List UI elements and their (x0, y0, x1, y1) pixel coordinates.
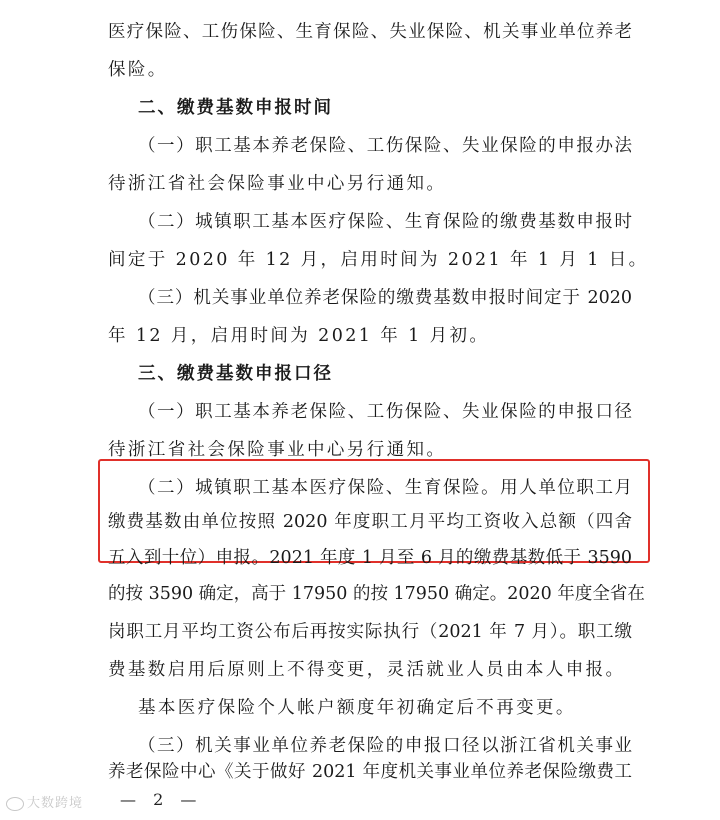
text-line-1: 医疗保险、工伤保险、生育保险、失业保险、机关事业单位养老 (108, 22, 632, 42)
text-line-16: 的按 3590 确定，高于 17950 的按 17950 确定。2020 年度全省在 (108, 584, 645, 604)
text-line-6: （二）城镇职工基本医疗保险、生育保险的缴费基数申报时 (138, 212, 632, 232)
section-heading-3: 三、缴费基数申报口径 (138, 364, 333, 384)
text-line-5: 待浙江省社会保险事业中心另行通知。 (108, 174, 447, 194)
text-line-21: 养老保险中心《关于做好 2021 年度机关事业单位养老保险缴费工 (108, 762, 632, 782)
text-line-4: （一）职工基本养老保险、工伤保险、失业保险的申报办法 (138, 136, 632, 156)
watermark (6, 792, 83, 811)
text-line-15: 五入到十位）申报。2021 年度 1 月至 6 月的缴费基数低于 3590 (108, 548, 632, 568)
text-line-17: 岗职工月平均工资公布后再按实际执行（2021 年 7 月）。职工缴 (108, 622, 632, 642)
text-line-14: 缴费基数由单位按照 2020 年度职工月平均工资收入总额（四舍 (108, 512, 632, 532)
text-line-2: 保险。 (108, 60, 168, 80)
text-line-12: 待浙江省社会保险事业中心另行通知。 (108, 440, 447, 460)
text-line-19: 基本医疗保险个人帐户额度年初确定后不再变更。 (138, 698, 576, 718)
text-line-8: （三）机关事业单位养老保险的缴费基数申报时间定于 2020 (138, 288, 632, 308)
text-line-18: 费基数启用后原则上不得变更，灵活就业人员由本人申报。 (108, 660, 626, 680)
text-line-20: （三）机关事业单位养老保险的申报口径以浙江省机关事业 (138, 736, 632, 756)
section-heading-2: 二、缴费基数申报时间 (138, 98, 333, 118)
text-line-9: 年 12 月，启用时间为 2021 年 1 月初。 (108, 326, 490, 346)
page-number: — 2 — (120, 790, 203, 809)
text-line-7: 间定于 2020 年 12 月，启用时间为 2021 年 1 月 1 日。 (108, 250, 649, 270)
watermark-logo-icon (6, 797, 24, 811)
text-line-13: （二）城镇职工基本医疗保险、生育保险。用人单位职工月 (138, 478, 632, 498)
text-line-11: （一）职工基本养老保险、工伤保险、失业保险的申报口径 (138, 402, 632, 422)
watermark-text: 大数跨境 (27, 796, 84, 811)
